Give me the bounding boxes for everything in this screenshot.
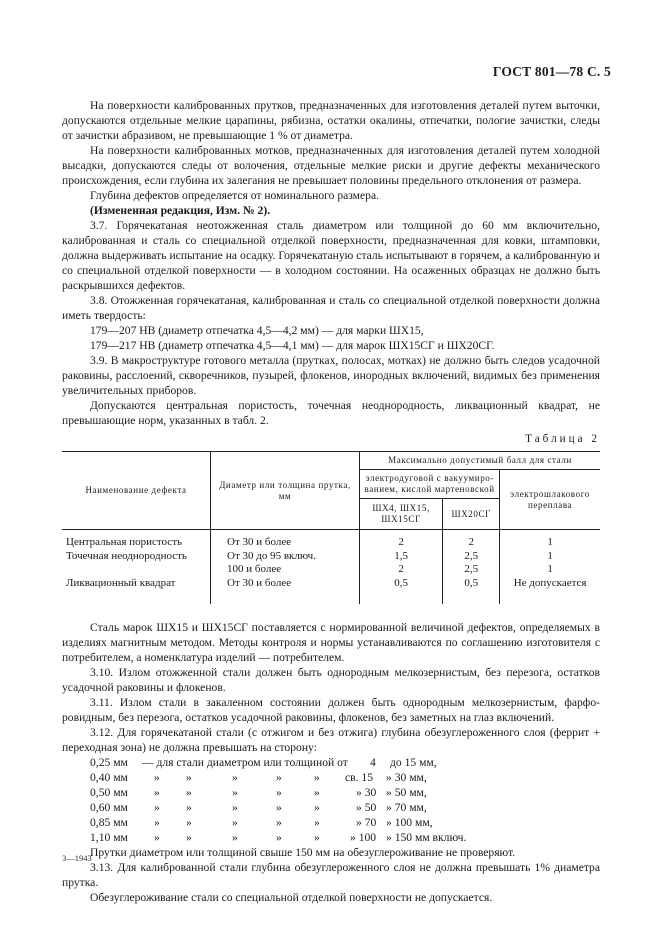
ditto-mark: » <box>186 801 192 814</box>
ditto-mark: » <box>186 786 192 799</box>
table-row <box>62 550 600 564</box>
list-item <box>62 755 600 770</box>
ditto-mark: » <box>276 801 282 814</box>
cell-value: 1,5 <box>360 550 443 564</box>
ditto-mark: » <box>314 786 320 799</box>
cell-diameter: 100 и более <box>211 563 360 577</box>
depth-value: 0,60 мм <box>90 801 128 814</box>
cell-value: 2 <box>360 530 443 550</box>
ditto-mark: » <box>186 831 192 844</box>
col-header-shx20: ШХ20СГ <box>443 499 500 530</box>
ditto-mark: » <box>276 771 282 784</box>
page-header: ГОСТ 801—78 С. 5 <box>492 64 611 79</box>
range-to: » 30 мм, <box>386 771 427 784</box>
list-item <box>62 785 600 800</box>
ditto-mark: » <box>232 831 238 844</box>
cell-value: 2,5 <box>443 563 500 577</box>
cell-defect: Точечная неоднородность <box>62 550 211 564</box>
ditto-mark: » <box>154 831 160 844</box>
cell-defect <box>62 563 211 577</box>
cell-value: 0,5 <box>360 577 443 605</box>
cell-diameter: От 30 и более <box>211 577 360 605</box>
table-caption: Таблица 2 <box>525 433 600 445</box>
col-header-arc: электродуговой с вакуумированием, кислой мартеновской <box>360 470 500 499</box>
range-to: » 150 мм включ. <box>386 831 467 844</box>
col-header-diameter: Диаметр или толщина прутка, мм <box>211 452 360 530</box>
cell-defect: Ликвационный квадрат <box>62 577 211 605</box>
cell-defect: Центральная пористость <box>62 530 211 550</box>
paragraph: Прутки диаметром или толщиной свыше 150 мм на обезуглероживание не проверяют. <box>90 846 516 859</box>
table-row <box>62 577 600 605</box>
range-to: до 15 мм, <box>390 756 437 769</box>
list-item <box>62 815 600 830</box>
paragraph: Сталь марок ШХ15 и ШХ15СГ поставляется с нормированной величиной дефектов, определяемых в изделиях магнитным методом. Методы контроля и нормы устанавливаются по соглашению изготовителя с потребителем, а номенклатура изделий — потребителем. <box>62 621 600 664</box>
cell-value: 1 <box>547 563 553 575</box>
list-item <box>62 830 600 845</box>
paragraph: Допускаются центральная пористость, точечная неоднородность, ликвационный квадрат, не превышающие норм, указанных в табл. 2. <box>62 399 600 427</box>
list-item <box>62 800 600 815</box>
paragraph: 3.13. Для калиброванной стали глубина обезуглероженного слоя не должна превышать 1% диаметра прутка. <box>62 861 600 889</box>
range-from: » 70 <box>356 816 377 829</box>
range-to: » 50 мм, <box>386 786 427 799</box>
list-item <box>62 770 600 785</box>
cell-diameter: От 30 до 95 включ. <box>211 550 360 564</box>
ditto-mark: » <box>314 771 320 784</box>
paragraph: 179—217 НВ (диаметр отпечатка 4,5—4,1 мм) — для марок ШХ15СГ и ШХ20СГ. <box>90 339 495 352</box>
paragraph: 3.9. В макроструктуре готового металла (прутках, полосах, мотках) не должно быть следов усадочной раковины, расслоений, скворечников, пузырей, флокенов, инородных включений, видимых без применения увеличительных приборов. <box>62 354 600 397</box>
col-header-defect: Наименование дефекта <box>62 452 211 530</box>
ditto-mark: » <box>232 771 238 784</box>
col-header-max-score: Максимально допустимый балл для стали <box>360 452 601 470</box>
paragraph: 3.10. Излом отожженной стали должен быть однородным мелкозернистым, без перезога, остатков усадочной раковины и флокенов. <box>62 666 600 694</box>
ditto-mark: » <box>232 786 238 799</box>
table-row <box>62 530 600 550</box>
depth-value: 0,50 мм <box>90 786 128 799</box>
col-header-shx15: ШХ4, ШХ15, ШХ15СГ <box>360 499 443 530</box>
ditto-mark: » <box>276 831 282 844</box>
ditto-mark: » <box>276 816 282 829</box>
ditto-mark: » <box>232 816 238 829</box>
paragraph: На поверхности калиброванных прутков, предназначенных для изготовления деталей путем выточки, допускаются отдельные мелкие царапины, рябизна, остатки окалины, отпечатки, пологие зачистки, следы от зачистки абразивом, не превышающие 1 % от диаметра. <box>62 99 600 142</box>
paragraph: 3.8. Отожженная горячекатаная, калиброванная и сталь со специальной отделкой поверхности должна иметь твердость: <box>62 294 600 322</box>
depth-value: 0,85 мм <box>90 816 128 829</box>
ditto-mark: » <box>314 831 320 844</box>
paragraph: Глубина дефектов определяется от номинального размера. <box>90 189 380 202</box>
paragraph: На поверхности калиброванных мотков, предназначенных для изготовления деталей путем холодной высадки, допускаются следы от волочения, отдельные мелкие риски и другие дефекты механического происхождения, если глубина их залегания не превышает половины предельного отклонения от размера. <box>62 144 600 187</box>
cell-diameter: От 30 и более <box>211 530 360 550</box>
ditto-mark: » <box>276 786 282 799</box>
decarb-list <box>62 755 600 845</box>
cell-value: 1 <box>547 536 553 548</box>
paragraph: 3.12. Для горячекатаной стали (с отжигом и без отжига) глубина обезуглероженного слоя (феррит + переходная зона) не должна превышать на сторону: <box>62 726 600 754</box>
ditto-mark: » <box>154 816 160 829</box>
ditto-mark: » <box>154 801 160 814</box>
cell-value: 2 <box>360 563 443 577</box>
range-from: » 100 <box>350 831 377 844</box>
depth-value: 0,25 мм <box>90 756 128 769</box>
cell-value: 0,5 <box>443 577 500 605</box>
paragraph: Обезуглероживание стали со специальной отделкой поверхности не допускается. <box>90 891 493 904</box>
defects-table <box>62 451 600 604</box>
range-from: св. 15 <box>345 771 374 784</box>
range-to: » 70 мм, <box>386 801 427 814</box>
ditto-mark: » <box>186 816 192 829</box>
ditto-mark: » <box>314 816 320 829</box>
paragraph: 3.7. Горячекатаная неотожженная сталь диаметром или толщиной до 60 мм включительно, калиброванная и сталь со специальной отделкой поверхности, предназначенная для ковки, штамповки, должна выдерживать испытание на осадку. Горячекатаную сталь испытывают в горячем, а калиброванную и со специальной отделкой поверхности — в холодном состоянии. На осаженных образцах не должно быть раскрывшихся дефектов. <box>62 219 600 292</box>
ditto-mark: » <box>232 801 238 814</box>
ditto-mark: » <box>314 801 320 814</box>
range-to: » 100 мм, <box>386 816 433 829</box>
paragraph: 179—207 НВ (диаметр отпечатка 4,5—4,2 мм) — для марки ШХ15, <box>90 324 424 337</box>
paragraph: 3.11. Излом стали в закаленном состоянии должен быть однородным мелкозернистым, фарфоровидным, без перезога, остатков усадочной раковины, флокенов, без заметных на глаз включений. <box>62 696 600 724</box>
cell-value: 2 <box>443 530 500 550</box>
range-from: » 50 <box>356 801 377 814</box>
cell-value: 1 <box>547 549 553 562</box>
page-footer-code: 3—1943 <box>62 853 92 863</box>
ditto-mark: » <box>154 771 160 784</box>
range-from: » 30 <box>356 786 377 799</box>
body-text <box>62 98 600 905</box>
ditto-mark: » <box>154 786 160 799</box>
ditto-mark: » <box>186 771 192 784</box>
depth-value: 1,10 мм <box>90 831 128 844</box>
table-row <box>62 563 600 577</box>
amendment-note: (Измененная редакция, Изм. № 2). <box>90 204 271 217</box>
depth-desc: — для стали диаметром или толщиной от <box>142 756 348 769</box>
cell-value: Не допускается <box>513 576 587 589</box>
cell-value: 2,5 <box>443 550 500 564</box>
range-from: 4 <box>370 756 376 769</box>
col-header-esr: электрошлакового переплава <box>500 470 600 530</box>
depth-value: 0,40 мм <box>90 771 128 784</box>
